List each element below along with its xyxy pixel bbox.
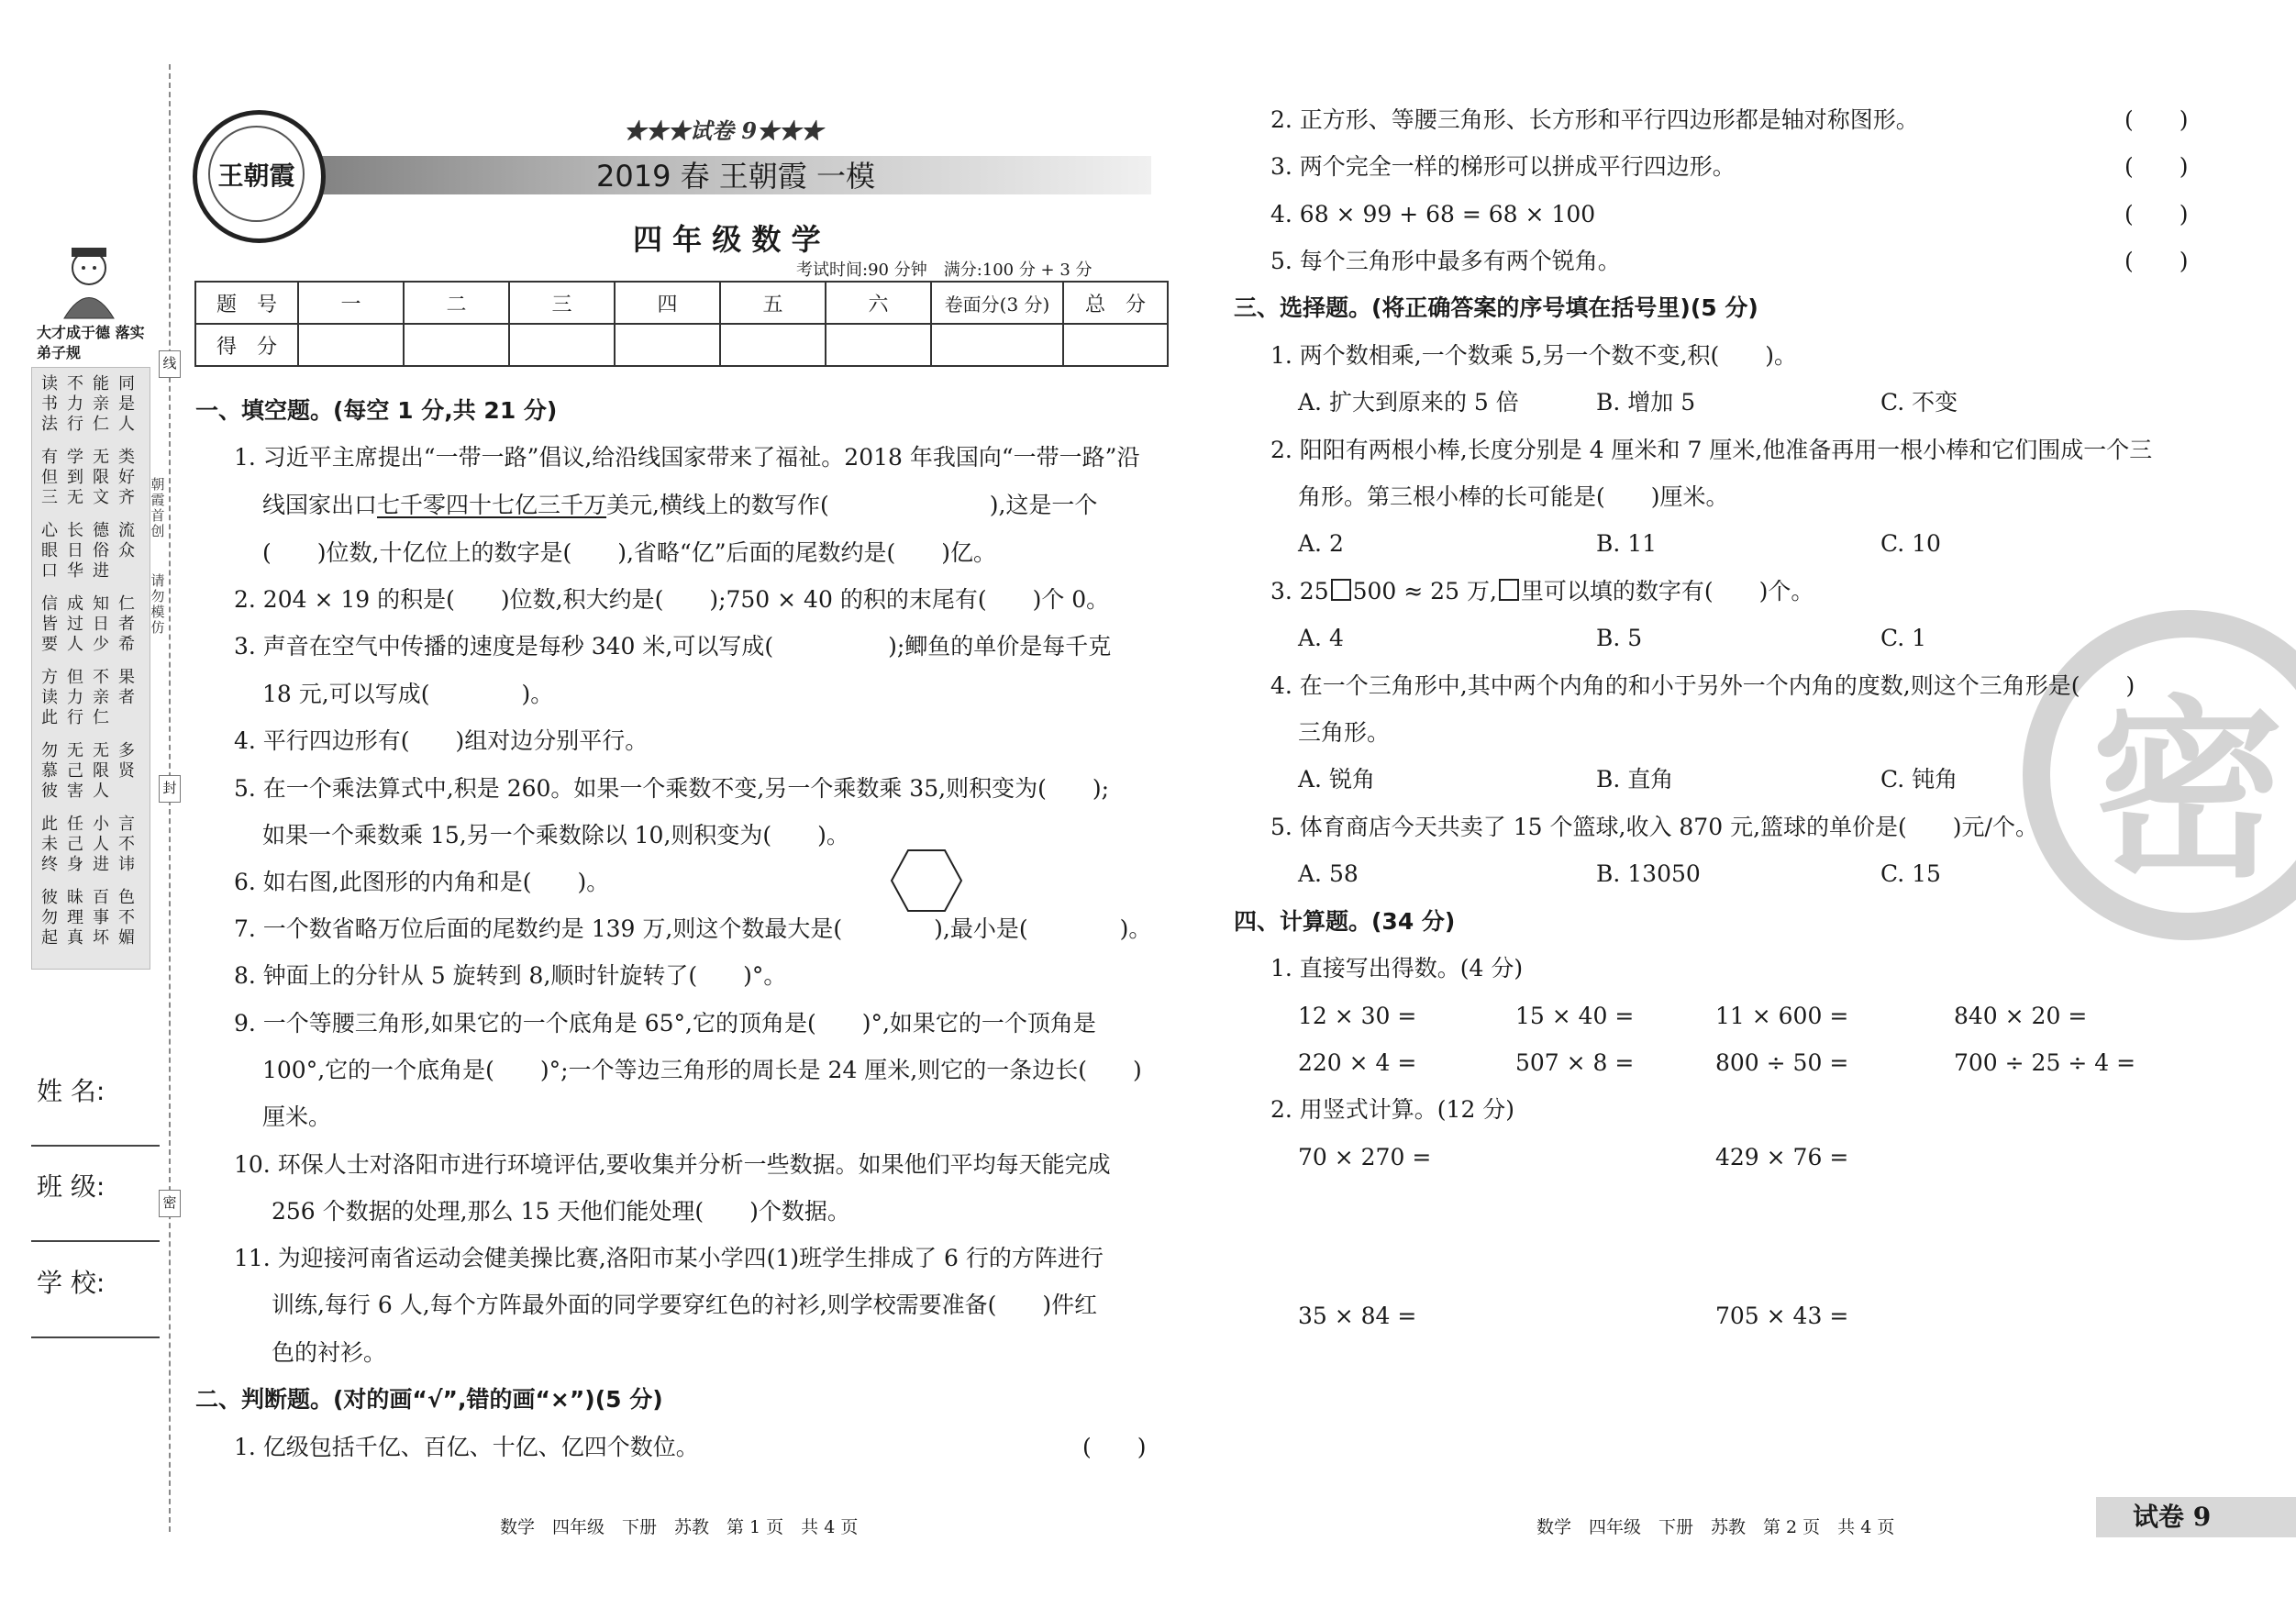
score-cell[interactable] — [404, 324, 509, 366]
score-cell[interactable] — [931, 324, 1063, 366]
side-note-2: 请勿模仿 — [150, 572, 165, 636]
motto-column: 信皆要 — [41, 594, 58, 654]
s3-q3-option-b: B. 5 — [1596, 625, 1643, 651]
s4-calc: 11 × 600 = — [1715, 1003, 1849, 1029]
s2-answer-3[interactable]: ( ) — [2124, 153, 2189, 180]
s3-q4-option-a: A. 锐角 — [1298, 766, 1375, 793]
motto-column: 知日少 — [93, 594, 109, 654]
s3-q4-line1: 4. 在一个三角形中,其中两个内角的和小于另外一个内角的度数,则这个三角形是( ) — [1270, 672, 2135, 699]
score-header-cell: 一 — [298, 282, 404, 324]
s1-q9-line1: 9. 一个等腰三角形,如果它的一个底角是 65°,它的顶角是( )°,如果它的一个顶角是 — [234, 1010, 1096, 1037]
school-label: 学 校: — [37, 1268, 105, 1298]
motto-column: 此未终 — [41, 815, 58, 874]
s3-q2-option-a: A. 2 — [1298, 530, 1344, 557]
motto-column: 不亲仁 — [93, 668, 109, 727]
score-table-header-row — [195, 282, 1168, 324]
mascot-icon — [46, 240, 133, 323]
s1-q1-pre: 线国家出口 — [262, 492, 378, 518]
motto-column: 多贤 — [118, 741, 135, 781]
series-label: ★★★试卷 9★★★ — [624, 117, 824, 144]
score-table-score-row — [195, 324, 1168, 366]
side-note-1: 朝霞首创 — [150, 476, 165, 539]
s4-calc: 700 ÷ 25 ÷ 4 = — [1954, 1049, 2136, 1076]
class-field[interactable] — [31, 1240, 160, 1242]
hexagon-figure — [890, 848, 963, 913]
s3-q1: 1. 两个数相乘,一个数乘 5,另一个数不变,积( )。 — [1270, 342, 1798, 369]
s1-q1-line3: ( )位数,十亿位上的数字是( ),省略“亿”后面的尾数约是( )亿。 — [262, 539, 996, 566]
motto-column: 勿慕彼 — [41, 741, 58, 801]
motto-column: 不力行 — [67, 374, 83, 434]
motto-column: 果者 — [118, 668, 135, 707]
s3-q3 — [1270, 578, 1814, 605]
s3-q2-option-c: C. 10 — [1880, 530, 1941, 557]
s4-sub2: 2. 用竖式计算。(12 分) — [1270, 1096, 1515, 1123]
s2-item-1: 1. 亿级包括千亿、百亿、十亿、亿四个数位。 — [234, 1434, 699, 1460]
section1-title: 一、填空题。(每空 1 分,共 21 分) — [195, 397, 558, 424]
motto-column: 任己身 — [67, 815, 83, 874]
s4-vertical-calc: 429 × 76 = — [1715, 1144, 1849, 1170]
paper-number-tab: 试卷 9 — [2096, 1497, 2296, 1537]
blank-box-icon — [1499, 579, 1519, 601]
footer-left: 数学 四年级 下册 苏教 第 1 页 共 4 页 — [500, 1517, 859, 1537]
s1-q5-line2: 如果一个乘数乘 15,另一个乘数除以 10,则积变为( )。 — [262, 822, 849, 848]
s3-q2-option-b: B. 11 — [1596, 530, 1658, 557]
cut-mark-line: 线 — [159, 350, 181, 378]
s2-item-5: 5. 每个三角形中最多有两个锐角。 — [1270, 248, 1621, 274]
motto-column: 昧理真 — [67, 888, 83, 948]
s3-q1-option-b: B. 增加 5 — [1596, 389, 1696, 416]
s1-q3-line2: 18 元,可以写成( )。 — [262, 681, 554, 707]
score-table — [194, 281, 1169, 367]
s1-q3-line1: 3. 声音在空气中传播的速度是每秒 340 米,可以写成( );鲫鱼的单价是每千克 — [234, 633, 1112, 660]
cut-mark-secret: 密 — [159, 1190, 181, 1217]
score-header-cell: 卷面分(3 分) — [931, 282, 1063, 324]
section2-title: 二、判断题。(对的画“√”,错的画“×”)(5 分) — [195, 1386, 663, 1413]
s1-q5-line1: 5. 在一个乘法算式中,积是 260。如果一个乘数不变,另一个乘数乘 35,则积变为( ); — [234, 775, 1109, 802]
exam-info: 考试时间:90 分钟 满分:100 分 + 3 分 — [796, 261, 1093, 280]
score-cell[interactable] — [1063, 324, 1168, 366]
score-header-cell: 六 — [826, 282, 931, 324]
binding-strip — [0, 0, 177, 1597]
s1-q2: 2. 204 × 19 的积是( )位数,积大约是( );750 × 40 的积的末尾有( )个 0。 — [234, 586, 1110, 613]
motto-column: 言不讳 — [118, 815, 135, 874]
cut-mark-seal: 封 — [159, 775, 181, 803]
s1-q4: 4. 平行四边形有( )组对边分别平行。 — [234, 727, 649, 754]
s2-answer-1[interactable]: ( ) — [1082, 1434, 1147, 1460]
s3-q2-line2: 角形。第三根小棒的长可能是( )厘米。 — [1298, 483, 1729, 510]
footer-right: 数学 四年级 下册 苏教 第 2 页 共 4 页 — [1536, 1517, 1895, 1537]
motto-column: 百事坏 — [93, 888, 109, 948]
motto-column: 无限文 — [93, 448, 109, 507]
s2-item-2: 2. 正方形、等腰三角形、长方形和平行四边形都是轴对称图形。 — [1270, 106, 1919, 133]
motto-column: 德俗进 — [93, 521, 109, 581]
s4-sub1: 1. 直接写出得数。(4 分) — [1270, 955, 1524, 981]
name-field[interactable] — [31, 1145, 160, 1147]
s2-answer-4[interactable]: ( ) — [2124, 201, 2189, 227]
s1-q1-underlined-number: 七千零四十七亿三千万 — [377, 492, 607, 518]
motto-column: 小人进 — [93, 815, 109, 874]
motto-column: 无限人 — [93, 741, 109, 801]
motto-column: 同是人 — [118, 374, 135, 434]
score-header-cell: 五 — [720, 282, 826, 324]
s1-q1-line1: 1. 习近平主席提出“一带一路”倡议,给沿线国家带来了福祉。2018 年我国向“一带一路”沿 — [234, 444, 1140, 471]
s3-q4-line2: 三角形。 — [1298, 719, 1391, 746]
motto-column: 成过人 — [67, 594, 83, 654]
motto-column: 彼勿起 — [41, 888, 58, 948]
motto-column: 心眼口 — [41, 521, 58, 581]
s3-q5-option-b: B. 13050 — [1596, 860, 1701, 887]
motto-column: 有但三 — [41, 448, 58, 507]
section3-title: 三、选择题。(将正确答案的序号填在括号里)(5 分) — [1234, 294, 1758, 321]
subject-title: 四 年 级 数 学 — [633, 222, 821, 257]
s3-q3-option-a: A. 4 — [1298, 625, 1344, 651]
s1-q9-line2: 100°,它的一个底角是( )°;一个等边三角形的周长是 24 厘米,则它的一条边长( ) — [262, 1057, 1142, 1083]
motto-column: 仁者希 — [118, 594, 135, 654]
score-header-cell: 题 号 — [195, 282, 298, 324]
s1-q11-line3: 色的衬衫。 — [272, 1339, 387, 1366]
s3-q1-option-c: C. 不变 — [1880, 389, 1958, 416]
score-cell[interactable] — [615, 324, 720, 366]
name-label: 姓 名: — [37, 1076, 105, 1106]
s3-q5-option-c: C. 15 — [1880, 860, 1941, 887]
secret-stamp-watermark: 密 — [2023, 610, 2296, 940]
s3-q3-pre: 3. 25 — [1270, 578, 1329, 604]
s1-q6: 6. 如右图,此图形的内角和是( )。 — [234, 869, 610, 895]
s4-calc: 800 ÷ 50 = — [1715, 1049, 1849, 1076]
s3-q3-end: 里可以填的数字有( )个。 — [1520, 578, 1814, 604]
score-cell[interactable] — [509, 324, 615, 366]
s3-q5: 5. 体育商店今天共卖了 15 个篮球,收入 870 元,篮球的单价是( )元/个。 — [1270, 814, 2038, 840]
s3-q1-option-a: A. 扩大到原来的 5 倍 — [1298, 389, 1519, 416]
s3-q4-option-c: C. 钝角 — [1880, 766, 1958, 793]
motto-column: 无己害 — [67, 741, 83, 801]
s1-q11-line2: 训练,每行 6 人,每个方阵最外面的同学要穿红色的衬衫,则学校需要准备( )件红 — [272, 1292, 1098, 1318]
s1-q1-line2 — [262, 492, 1097, 519]
blank-box-icon — [1331, 579, 1351, 601]
s2-item-4: 4. 68 × 99 + 68 = 68 × 100 — [1270, 201, 1596, 227]
exam-title: 2019 春 王朝霞 一模 — [596, 159, 875, 194]
section4-title: 四、计算题。(34 分) — [1234, 908, 1456, 935]
motto-column: 但力行 — [67, 668, 83, 727]
motto-column: 色不媚 — [118, 888, 135, 948]
s4-calc: 840 × 20 = — [1954, 1003, 2088, 1029]
motto-column: 学到无 — [67, 448, 83, 507]
s3-q4-option-b: B. 直角 — [1596, 766, 1674, 793]
score-header-cell: 四 — [615, 282, 720, 324]
score-header-cell: 总 分 — [1063, 282, 1168, 324]
motto-column: 能亲仁 — [93, 374, 109, 434]
s4-vertical-calc: 70 × 270 = — [1298, 1144, 1432, 1170]
motto-column: 流众 — [118, 521, 135, 560]
s1-q10-line1: 10. 环保人士对洛阳市进行环境评估,要收集并分析一些数据。如果他们平均每天能完成 — [234, 1151, 1111, 1178]
s1-q8: 8. 钟面上的分针从 5 旋转到 8,顺时针旋转了( )°。 — [234, 962, 787, 989]
brand-logo-text: 王朝霞 — [208, 126, 305, 222]
s2-answer-5[interactable]: ( ) — [2124, 248, 2189, 274]
s4-vertical-calc: 705 × 43 = — [1715, 1303, 1849, 1329]
motto-column: 读书法 — [41, 374, 58, 434]
s1-q1-post: 美元,横线上的数写作( ),这是一个 — [606, 492, 1098, 518]
s4-calc: 507 × 8 = — [1515, 1049, 1635, 1076]
score-cell[interactable] — [720, 324, 826, 366]
brand-logo — [193, 110, 326, 243]
class-label: 班 级: — [37, 1171, 105, 1202]
s1-q11-line1: 11. 为迎接河南省运动会健美操比赛,洛阳市某小学四(1)班学生排成了 6 行的方阵进行 — [234, 1245, 1104, 1271]
s3-q3-option-c: C. 1 — [1880, 625, 1927, 651]
motto-column: 方读此 — [41, 668, 58, 727]
s3-q3-post: 500 ≈ 25 万, — [1352, 578, 1497, 604]
s4-calc: 12 × 30 = — [1298, 1003, 1417, 1029]
s2-answer-2[interactable]: ( ) — [2124, 106, 2189, 133]
motto-column: 类好齐 — [118, 448, 135, 507]
score-header-cell: 二 — [404, 282, 509, 324]
score-row-label: 得 分 — [195, 324, 298, 366]
motto-top: 大才成于德 落实弟子规 — [37, 324, 145, 361]
score-header-cell: 三 — [509, 282, 615, 324]
s2-item-3: 3. 两个完全一样的梯形可以拼成平行四边形。 — [1270, 153, 1736, 180]
s1-q7: 7. 一个数省略万位后面的尾数约是 139 万,则这个数最大是( ),最小是( )。 — [234, 915, 1152, 942]
school-field[interactable] — [31, 1336, 160, 1338]
s4-calc: 15 × 40 = — [1515, 1003, 1635, 1029]
s4-vertical-calc: 35 × 84 = — [1298, 1303, 1417, 1329]
score-cell[interactable] — [298, 324, 404, 366]
s3-q5-option-a: A. 58 — [1298, 860, 1359, 887]
s1-q9-line3: 厘米。 — [262, 1103, 332, 1130]
score-cell[interactable] — [826, 324, 931, 366]
motto-column: 长日华 — [67, 521, 83, 581]
s1-q10-line2: 256 个数据的处理,那么 15 天他们能处理( )个数据。 — [272, 1198, 850, 1225]
s4-calc: 220 × 4 = — [1298, 1049, 1417, 1076]
s3-q2-line1: 2. 阳阳有两根小棒,长度分别是 4 厘米和 7 厘米,他准备再用一根小棒和它们围成一个三 — [1270, 437, 2153, 463]
